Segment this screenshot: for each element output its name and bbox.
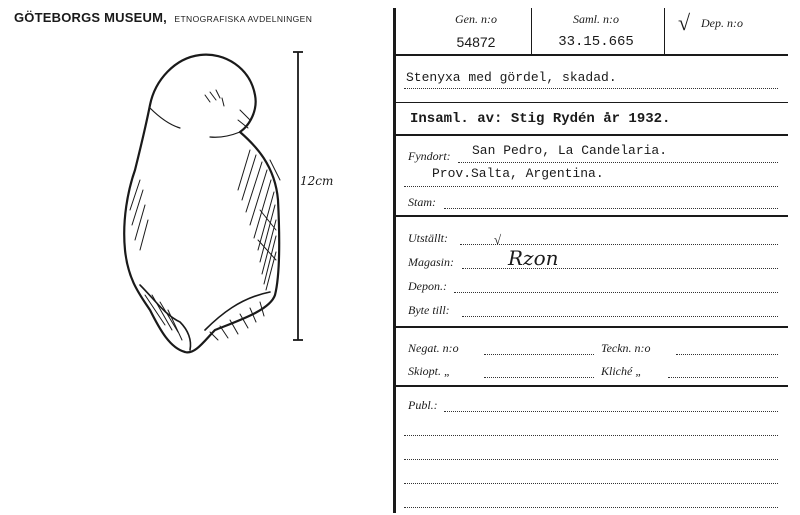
- magasin-value: Rzon: [508, 246, 559, 270]
- divider: [531, 8, 532, 54]
- skiopt-label: Skiopt. „: [408, 364, 451, 378]
- catalogue-card: [393, 8, 788, 513]
- byte-label: Byte till:: [408, 303, 450, 317]
- check-mark: √: [678, 10, 691, 35]
- saml-label: Saml. n:o: [573, 12, 619, 26]
- stone-axe-drawing: [110, 40, 360, 370]
- divider: [396, 102, 788, 103]
- divider: [396, 134, 788, 136]
- scale-label: 12cm: [300, 174, 334, 188]
- museum-header: [14, 9, 312, 27]
- teckn-label: Teckn. n:o: [601, 341, 651, 355]
- magasin-label: Magasin:: [408, 255, 454, 269]
- dotted-line: [668, 377, 778, 378]
- divider: [664, 8, 665, 54]
- negat-label: Negat. n:o: [408, 341, 459, 355]
- publ-label: Publ.:: [408, 398, 438, 412]
- dotted-line: [484, 354, 594, 355]
- dotted-line: [404, 435, 778, 436]
- divider: [396, 385, 788, 387]
- depon-label: Depon.:: [408, 279, 447, 293]
- findspot-line2: Prov.Salta, Argentina.: [432, 166, 604, 181]
- dotted-line: [444, 208, 778, 209]
- dotted-line: [676, 354, 778, 355]
- cliche-label: Kliché „: [601, 364, 642, 378]
- gen-value: 54872: [456, 34, 496, 50]
- dotted-line: [444, 411, 778, 412]
- dotted-line: [458, 162, 778, 163]
- dotted-line: [460, 244, 778, 245]
- divider: [396, 326, 788, 328]
- divider: [396, 54, 788, 56]
- stam-label: Stam:: [408, 195, 436, 209]
- dep-label: Dep. n:o: [701, 16, 743, 30]
- dotted-line: [404, 483, 778, 484]
- department-name: ETNOGRAFISKA AVDELNINGEN: [174, 14, 313, 24]
- dotted-line: [404, 186, 778, 187]
- utstallt-mark: √: [494, 232, 502, 247]
- saml-value: 33.15.665: [558, 34, 634, 50]
- findspot-line1: San Pedro, La Candelaria.: [472, 143, 668, 158]
- divider: [396, 215, 788, 217]
- gen-label: Gen. n:o: [455, 12, 497, 26]
- dotted-line: [404, 88, 778, 89]
- museum-name: GÖTEBORGS MUSEUM,: [14, 10, 167, 25]
- dotted-line: [404, 507, 778, 508]
- collected-by: Insaml. av: Stig Rydén år 1932.: [410, 111, 671, 127]
- dotted-line: [404, 459, 778, 460]
- object-description: Stenyxa med gördel, skadad.: [406, 70, 617, 85]
- dotted-line: [462, 316, 778, 317]
- dotted-line: [484, 377, 594, 378]
- utstallt-label: Utställt:: [408, 231, 449, 245]
- findspot-label: Fyndort:: [408, 149, 451, 163]
- dotted-line: [454, 292, 778, 293]
